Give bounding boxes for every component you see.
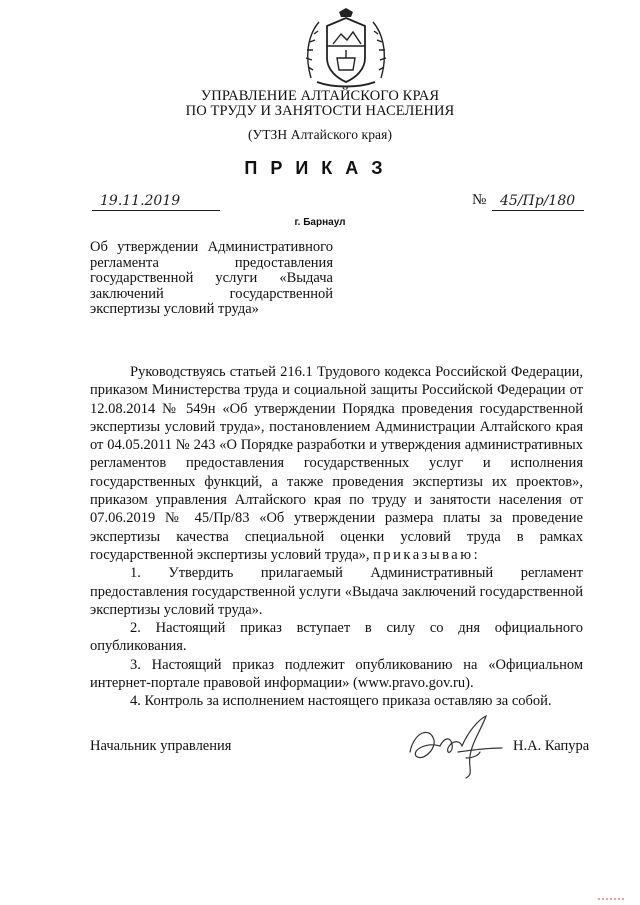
document-number: 45/Пр/180 bbox=[500, 193, 576, 209]
date-underline bbox=[92, 210, 220, 211]
coat-of-arms-emblem bbox=[303, 8, 389, 90]
body-paragraph-preamble: Руководствуясь статьей 216.1 Трудового кодекса Российской Федерации, приказом Министерства труда и социальной защиты Российской Федерации от 12.08.2014 № 549н «Об утверждении Порядка проведения государственной экспертизы условий труда», постановлением Администрации Алтайского края от 04.05.2011 № 243 «О Порядке разработки и утверждения административных регламентов предоставления государственных услуг и исполнения государственных функций, а также проведения экспертизы их проектов», приказом управления Алтайского края по труду и занятости населения от 07.06.2019 № 45/Пр/83 «Об утверждении размера платы за проведение экспертизы качества специальной оценки условий труда в рамках государственной экспертизы условий труда», приказываю: bbox=[90, 364, 583, 563]
number-label: № bbox=[472, 192, 487, 208]
handwritten-signature bbox=[400, 712, 510, 782]
body-paragraph-4: 4. Контроль за исполнением настоящего приказа оставляю за собой. bbox=[130, 693, 552, 710]
document-title: ПРИКАЗ bbox=[244, 158, 396, 178]
number-underline bbox=[492, 210, 584, 211]
signatory-name: Н.А. Капура bbox=[513, 738, 590, 754]
document-subject: Об утверждении Административного регламента предоставления государственной услуги «Выдача заключений государственной экспертизы условий труда» bbox=[90, 239, 333, 317]
body-paragraph-1: 1. Утвердить прилагаемый Административный регламент предоставления государственной услуги «Выдача заключений государственной экспертизы условий труда». bbox=[90, 565, 583, 618]
document-city: г. Барнаул bbox=[294, 217, 346, 228]
body-paragraph-3: 3. Настоящий приказ подлежит опубликованию на «Официальном интернет-портале правовой информации» (www.pravo.gov.ru). bbox=[90, 656, 583, 692]
document-date: 19.11.2019 bbox=[100, 193, 181, 209]
order-word: приказываю: bbox=[373, 546, 481, 563]
body-paragraph-2: 2. Настоящий приказ вступает в силу со дня официального опубликования. bbox=[90, 620, 583, 655]
signatory-position: Начальник управления bbox=[90, 738, 232, 754]
organization-name-line-2: ПО ТРУДУ И ЗАНЯТОСТИ НАСЕЛЕНИЯ bbox=[185, 103, 455, 119]
document-body bbox=[90, 363, 583, 711]
corner-mark bbox=[596, 896, 626, 902]
organization-short-name: (УТЗН Алтайского края) bbox=[247, 127, 393, 142]
organization-name-line-1: УПРАВЛЕНИЕ АЛТАЙСКОГО КРАЯ bbox=[200, 88, 440, 104]
